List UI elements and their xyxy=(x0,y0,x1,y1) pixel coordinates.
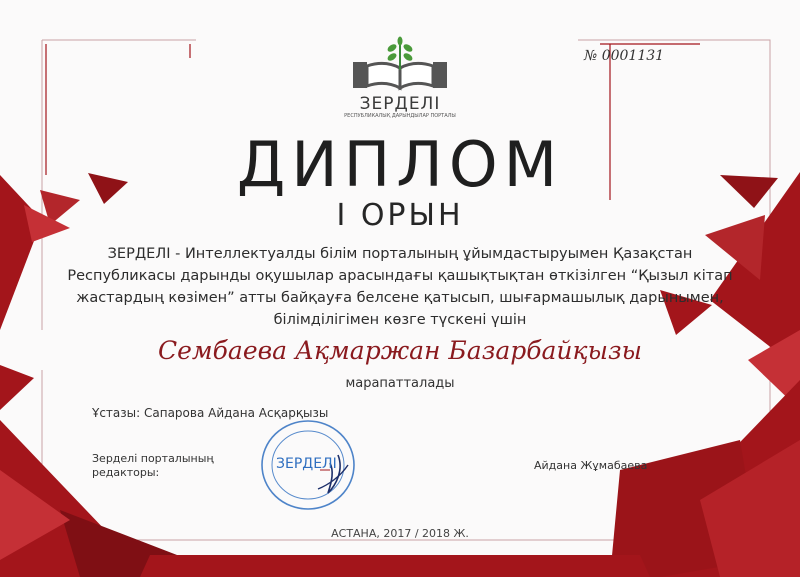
stamp-text: ЗЕРДЕЛІ xyxy=(276,456,337,472)
body-line-1: ЗЕРДЕЛІ - Интеллектуалды білім порталының ұйымдастыруымен Қазақстан xyxy=(107,246,693,262)
place-label: І ОРЫН xyxy=(336,198,464,233)
recipient-name: Сембаева Ақмаржан Базарбайқызы xyxy=(158,336,642,365)
teacher-label: Ұстазы: Сапарова Айдана Асқарқызы xyxy=(92,406,329,420)
awarded-label: марапатталады xyxy=(345,376,455,391)
brand-subtitle: РЕСПУБЛИКАЛЫҚ ДАРЫНДЫЛАР ПОРТАЛЫ xyxy=(344,113,456,119)
certificate-number: № 0001131 xyxy=(584,48,665,64)
brand-name: ЗЕРДЕЛІ xyxy=(359,94,441,114)
body-line-2: Республикасы дарынды оқушылар арасындағы қашықтықтан өткізілген “Қызыл кітап xyxy=(67,268,733,284)
certificate-title: ДИПЛОМ xyxy=(236,128,564,201)
book-sprout-icon xyxy=(345,36,455,94)
footer-city-year: АСТАНА, 2017 / 2018 Ж. xyxy=(331,527,469,540)
editor-label-line-1: Зерделі порталының xyxy=(92,452,214,465)
body-line-4: білімділігімен көзге түскені үшін xyxy=(273,312,527,328)
editor-label-line-2: редакторы: xyxy=(92,466,160,479)
signer-name: Айдана Жұмабаева xyxy=(534,459,648,472)
body-line-3: жастардың көзімен” атты байқауға белсене қатысып, шығармашылық дарынымен, xyxy=(76,290,724,306)
